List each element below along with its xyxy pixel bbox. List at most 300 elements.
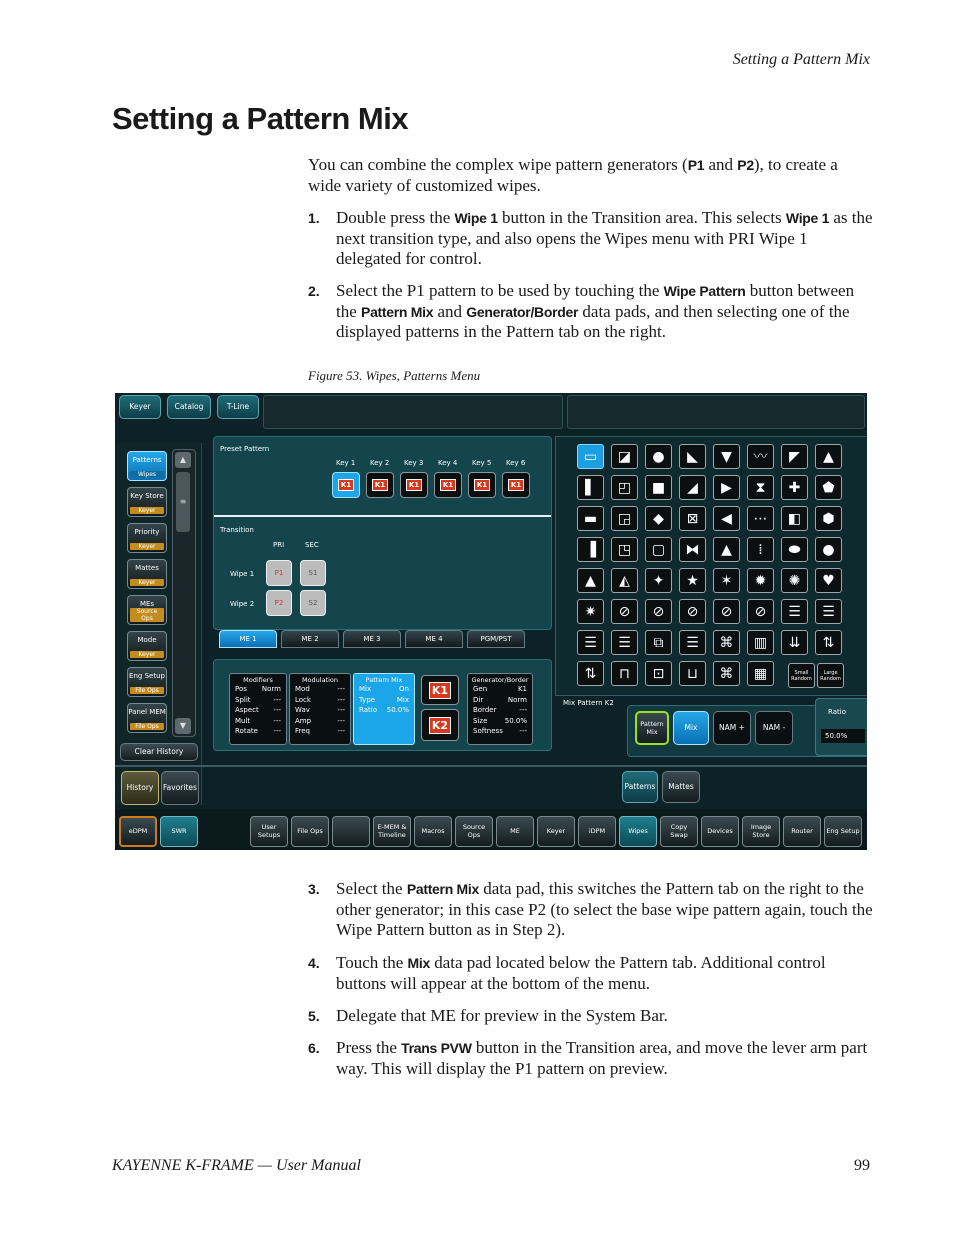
pattern-tile[interactable]	[713, 537, 740, 562]
wipe-pattern-icon: ⊡	[652, 665, 665, 682]
wipe-pattern-icon: ▌	[585, 479, 596, 496]
transition-label: Transition	[220, 526, 254, 534]
pattern-tile[interactable]	[713, 599, 740, 624]
top-empty-pane	[263, 395, 563, 429]
wipe-pattern-icon: ◢	[687, 479, 698, 496]
pad-key: Wav	[295, 706, 310, 714]
small-random-button[interactable]: Small Random	[788, 663, 815, 688]
pad-key: Aspect	[235, 706, 259, 714]
wipe-pattern-icon: ✷	[584, 603, 597, 620]
sidebar-item-sublabel: File Ops	[130, 687, 164, 694]
wipe-pattern-k2-button[interactable]	[421, 709, 459, 741]
key-badge: K1	[508, 479, 524, 491]
tab-mattes[interactable]: Mattes	[662, 771, 700, 803]
pattern-tile[interactable]	[747, 661, 774, 686]
wipe-pattern-icon: ◤	[789, 448, 800, 465]
wipe-pattern-icon: ⊘	[618, 603, 631, 620]
wipe-pattern-icon: ◭	[619, 572, 630, 589]
step-number: 1.	[308, 210, 320, 226]
swr-button[interactable]: SWR	[160, 816, 198, 847]
wipe-pattern-icon: ⊓	[619, 665, 630, 682]
sidebar-item-eng-setup[interactable]	[127, 667, 167, 697]
wipe-pattern-icon: ⊘	[720, 603, 733, 620]
wipe-pattern-icon: 〰	[753, 448, 768, 465]
top-tab-catalog[interactable]: Catalog	[167, 395, 211, 419]
wipe-pattern-icon: ☰	[584, 634, 597, 651]
sidebar-item-priority[interactable]	[127, 523, 167, 553]
pattern-tile[interactable]	[645, 506, 672, 531]
tab-me3[interactable]: ME 3	[343, 630, 401, 648]
intro-text: ), to create a wide variety of customized wipes.	[308, 155, 838, 195]
preset-key-3-button[interactable]	[400, 472, 428, 498]
mix-button[interactable]: Mix	[673, 711, 709, 745]
history-button[interactable]: History	[121, 771, 159, 805]
tab-me2[interactable]: ME 2	[281, 630, 339, 648]
sidebar-item-label: Patterns	[132, 456, 162, 464]
pad-title: Generator/Border	[471, 676, 529, 684]
tab-me1[interactable]: ME 1	[219, 630, 277, 648]
edpm-button[interactable]: eDPM	[119, 816, 157, 847]
pad-value: On	[399, 685, 409, 693]
bottom-menu-button[interactable]: Macros	[414, 816, 452, 847]
wipe-pattern-icon: ☰	[686, 634, 699, 651]
sidebar-item-sublabel: Source Ops	[130, 608, 164, 622]
bottom-menu-button[interactable]: Eng Setup	[824, 816, 862, 847]
step-5	[308, 1006, 873, 1027]
step-bold: Mix	[407, 955, 430, 971]
wipe-pattern-icon: ✚	[788, 479, 801, 496]
step-bold: Wipe 1	[454, 210, 498, 226]
wipe-pattern-icon: ◪	[617, 448, 632, 465]
intro-paragraph	[308, 155, 873, 196]
key-badge: K1	[474, 479, 490, 491]
step-3	[308, 879, 873, 941]
pad-value: Norm	[261, 685, 281, 693]
pattern-tile[interactable]	[645, 599, 672, 624]
bottom-menu-button[interactable]: Image Store	[742, 816, 780, 847]
wipe-pattern-icon: ◧	[787, 510, 802, 527]
pattern-tile[interactable]	[645, 537, 672, 562]
bottom-menu-button[interactable]: Wipes	[619, 816, 657, 847]
pattern-tile[interactable]	[645, 630, 672, 655]
sidebar-item-sublabel: Keyer	[130, 651, 164, 658]
pattern-tile[interactable]	[747, 444, 774, 469]
wipe2-label: Wipe 2	[230, 600, 255, 608]
step-text: button in the Transition area, and move the lever arm part way. This will display the P1 pattern on preview.	[336, 1038, 868, 1078]
pad-key: Split	[235, 695, 251, 704]
wipe-pattern-icon: ▦	[753, 665, 768, 682]
sidebar-item-mode[interactable]	[127, 631, 167, 661]
page-number: 99	[854, 1157, 870, 1174]
pad-title: Modifiers	[243, 676, 273, 684]
pad-key: Mix	[359, 685, 372, 693]
wipe1-pri-button[interactable]: P1	[266, 560, 292, 586]
sidebar-item-label: Mode	[137, 636, 157, 644]
pad-value: ---	[519, 727, 527, 735]
pattern-mix-button[interactable]: Pattern Mix	[635, 711, 669, 745]
step-bold: Generator/Border	[466, 303, 579, 320]
wipe-pattern-icon: ⌘	[719, 665, 734, 682]
pad-key: Border	[473, 706, 497, 714]
pattern-tile[interactable]	[577, 537, 604, 562]
pattern-tile[interactable]	[781, 630, 808, 655]
pad-key: Gen	[473, 685, 488, 693]
pad-title: Pattern Mix	[365, 676, 403, 684]
intro-bold-p2: P2	[737, 157, 754, 173]
preset-key-6-button[interactable]	[502, 472, 530, 498]
step-number: 5.	[308, 1008, 320, 1024]
pattern-tile[interactable]	[713, 630, 740, 655]
pattern-tile[interactable]	[577, 475, 604, 500]
pad-value: ---	[337, 706, 345, 714]
pad-key: Mod	[295, 685, 310, 693]
sidebar-item-sublabel: Keyer	[130, 543, 164, 550]
pad-value: Mix	[396, 695, 409, 704]
pattern-tile[interactable]	[713, 661, 740, 686]
sec-label: SEC	[305, 541, 319, 549]
step-number: 6.	[308, 1040, 320, 1056]
footer-manual-title: KAYENNE K-FRAME — User Manual	[112, 1157, 361, 1174]
key-badge: K1	[440, 479, 456, 491]
pad-value: ---	[337, 716, 345, 725]
step-text: data pads, and then selecting one of the displayed patterns in the Pattern tab on the right.	[336, 301, 850, 341]
step-bold: Pattern Mix	[361, 303, 434, 320]
wipe-pattern-icon: ▢	[651, 541, 666, 558]
pad-value: 50.0%	[386, 706, 409, 714]
bottom-menu-button[interactable]: ME	[496, 816, 534, 847]
step-text: Touch the	[336, 953, 408, 972]
pattern-tile[interactable]	[713, 475, 740, 500]
generator-border-pad[interactable]	[467, 673, 533, 745]
pattern-tile[interactable]	[815, 599, 842, 624]
bottom-menu-button[interactable]: Devices	[701, 816, 739, 847]
pattern-tile[interactable]	[781, 444, 808, 469]
sidebar-item-label: Mattes	[135, 564, 159, 572]
pad-title: Modulation	[301, 676, 339, 684]
step-text: button between the	[336, 281, 855, 321]
step-2	[308, 281, 873, 343]
wipe-pattern-icon: ■	[651, 479, 666, 496]
pattern-mix-pad[interactable]	[353, 673, 415, 745]
sidebar-item-mattes[interactable]	[127, 559, 167, 589]
tab-me4[interactable]: ME 4	[405, 630, 463, 648]
pattern-tile[interactable]	[645, 444, 672, 469]
pattern-tile[interactable]	[781, 537, 808, 562]
ratio-value: 50.0%	[821, 729, 865, 743]
wipe-pattern-icon: ✦	[652, 572, 665, 589]
sidebar-item-label: Panel MEM	[128, 708, 166, 716]
pattern-tile[interactable]	[679, 630, 706, 655]
step-4	[308, 953, 873, 994]
step-number: 3.	[308, 881, 320, 897]
pad-value: ---	[337, 727, 345, 735]
pattern-tile[interactable]	[815, 475, 842, 500]
pattern-tile[interactable]	[815, 630, 842, 655]
sidebar-item-label: Eng Setup	[129, 672, 165, 680]
pattern-tile[interactable]	[577, 630, 604, 655]
wipe-pattern-icon: ◰	[617, 479, 632, 496]
pattern-tile[interactable]	[747, 537, 774, 562]
top-tab-keyer[interactable]: Keyer	[119, 395, 161, 419]
bottom-menu-button[interactable]: Source Ops	[455, 816, 493, 847]
step-bold: Wipe Pattern	[663, 283, 746, 299]
wipe-pattern-icon: ⊔	[687, 665, 698, 682]
pattern-tile[interactable]	[713, 506, 740, 531]
top-tab-tline[interactable]: T-Line	[217, 395, 259, 419]
pattern-tile[interactable]	[611, 599, 638, 624]
pattern-tile[interactable]	[679, 568, 706, 593]
pattern-tile[interactable]	[645, 568, 672, 593]
pattern-tile[interactable]	[781, 506, 808, 531]
bottom-menu-button[interactable]: Copy Swap	[660, 816, 698, 847]
pattern-tile[interactable]	[679, 661, 706, 686]
pad-value: K1	[517, 685, 527, 693]
sidebar-item-panel-mem[interactable]	[127, 703, 167, 733]
pattern-tile[interactable]	[577, 599, 604, 624]
pad-key: Mult	[235, 716, 251, 725]
key-badge: K1	[338, 479, 354, 491]
wipe-pattern-icon: ☰	[788, 603, 801, 620]
wipe-pattern-icon: ▬	[583, 510, 598, 527]
pri-label: PRI	[273, 541, 285, 549]
wipe-pattern-icon: ▲	[823, 448, 834, 465]
key-badge: K1	[372, 479, 388, 491]
pattern-tile[interactable]	[611, 568, 638, 593]
bottom-menu-button[interactable]: File Ops	[291, 816, 329, 847]
nam-minus-button[interactable]: NAM -	[755, 711, 793, 745]
pad-key: Ratio	[359, 706, 377, 714]
step-text: data pad, this switches the Pattern tab on the right to the other generator; in this case P2 (to select the base wipe pattern again, touch the Wipe Pattern button as in Step 2).	[336, 879, 873, 939]
key-label: Key 3	[404, 459, 424, 467]
wipe-pattern-icon: ▥	[753, 634, 768, 651]
step-text: Delegate that ME for preview in the System Bar.	[336, 1006, 668, 1025]
wipe-pattern-icon: ▐	[585, 541, 596, 558]
wipe-pattern-icon: ⧓	[685, 541, 700, 558]
bottom-menu-button[interactable]	[332, 816, 370, 847]
pad-value: ---	[273, 706, 281, 714]
pattern-tile[interactable]	[747, 475, 774, 500]
preset-key-1-button[interactable]	[332, 472, 360, 498]
wipe-pattern-icon: ⊘	[686, 603, 699, 620]
step-bold: Pattern Mix	[406, 881, 479, 897]
intro-text: You can combine the complex wipe pattern generators (	[308, 155, 688, 174]
wipe-pattern-icon: ▲	[721, 541, 732, 558]
pattern-tile[interactable]	[611, 506, 638, 531]
step-bold: Wipe 1	[785, 210, 830, 226]
pattern-tile[interactable]	[611, 630, 638, 655]
pattern-tile[interactable]	[577, 506, 604, 531]
large-random-button[interactable]: Large Random	[817, 663, 844, 688]
scroll-up-icon[interactable]: ▲	[175, 452, 191, 468]
sidebar-item-label: MEs	[139, 600, 155, 608]
sidebar-item-label: Priority	[134, 528, 160, 536]
favorites-button[interactable]: Favorites	[161, 771, 199, 805]
pad-key: Rotate	[235, 727, 258, 735]
wipe1-label: Wipe 1	[230, 570, 255, 578]
wipes-patterns-menu-screenshot	[115, 393, 867, 850]
wipe1-sec-button[interactable]: S1	[300, 560, 326, 586]
top-empty-pane-2	[567, 395, 865, 429]
wipe-pattern-icon: ◣	[687, 448, 698, 465]
pad-key: Dir	[473, 695, 484, 704]
wipe-pattern-icon: ✹	[754, 572, 767, 589]
pattern-tile[interactable]	[645, 475, 672, 500]
sidebar-item-sublabel: Keyer	[130, 579, 164, 586]
tab-pgm-pst[interactable]: PGM/PST	[467, 630, 525, 648]
pad-key: Lock	[295, 695, 311, 704]
key-label: Key 6	[506, 459, 526, 467]
ratio-label: Ratio	[828, 708, 846, 716]
pattern-tile[interactable]	[747, 568, 774, 593]
key-label: Key 1	[336, 459, 356, 467]
step-1	[308, 208, 873, 270]
bottom-menu-button[interactable]: iDPM	[578, 816, 616, 847]
pattern-tile[interactable]	[713, 444, 740, 469]
tab-patterns[interactable]: Patterns	[622, 771, 658, 803]
pattern-tile[interactable]	[577, 444, 604, 469]
pattern-tile[interactable]	[577, 661, 604, 686]
wipe-pattern-icon: ⧉	[653, 634, 664, 651]
wipe-pattern-icon: ◆	[653, 510, 664, 527]
clear-history-button[interactable]: Clear History	[120, 743, 198, 761]
wipe-pattern-icon: ▭	[583, 448, 598, 465]
wipe-pattern-icon: ⬢	[822, 510, 835, 527]
pattern-tile[interactable]	[577, 568, 604, 593]
step-number: 4.	[308, 955, 320, 971]
pattern-tile[interactable]	[747, 630, 774, 655]
wipe-pattern-icon: ◳	[617, 541, 632, 558]
step-text: button in the Transition area. This selects	[497, 208, 786, 227]
pad-value: ---	[337, 695, 345, 704]
sidebar-item-mes[interactable]	[127, 595, 167, 625]
pattern-tile[interactable]	[713, 568, 740, 593]
step-text: and	[433, 301, 467, 321]
page-title: Setting a Pattern Mix	[112, 101, 409, 136]
bottom-menu-button[interactable]: Keyer	[537, 816, 575, 847]
wipe-pattern-icon: ⇅	[584, 665, 597, 682]
step-text: data pad located below the Pattern tab. Additional control buttons will appear at the bottom of the menu.	[336, 953, 826, 993]
pad-value: ---	[519, 706, 527, 714]
bottom-menu-button[interactable]: E-MEM & Timeline	[373, 816, 411, 847]
step-text: Press the	[336, 1038, 402, 1057]
wipe-pattern-icon: ⌘	[719, 634, 734, 651]
wipe2-pri-button[interactable]: P2	[266, 590, 292, 616]
wipe-pattern-icon: ⧗	[755, 479, 766, 496]
pattern-tile[interactable]	[679, 537, 706, 562]
pattern-tile[interactable]	[815, 537, 842, 562]
key-label: Key 5	[472, 459, 492, 467]
modifiers-pad[interactable]	[229, 673, 287, 745]
key-label: Key 2	[370, 459, 390, 467]
pad-key: Freq	[295, 727, 310, 735]
pattern-tile[interactable]	[815, 506, 842, 531]
wipe-pattern-icon: ◀	[721, 510, 732, 527]
pattern-tile[interactable]	[611, 537, 638, 562]
pattern-tile[interactable]	[679, 475, 706, 500]
pattern-tile[interactable]	[781, 599, 808, 624]
wipe-pattern-icon: ⬟	[822, 479, 835, 496]
pattern-tile[interactable]	[611, 661, 638, 686]
wipe-pattern-icon: ●	[822, 541, 835, 558]
pattern-tile[interactable]	[747, 506, 774, 531]
bottom-menu-button[interactable]: Router	[783, 816, 821, 847]
wipe-pattern-icon: ★	[686, 572, 699, 589]
ratio-pad[interactable]	[815, 698, 867, 756]
pattern-tile[interactable]	[815, 568, 842, 593]
wipe-pattern-k1-button[interactable]	[421, 675, 459, 705]
nam-plus-button[interactable]: NAM +	[713, 711, 751, 745]
wipe-pattern-icon: ▼	[721, 448, 732, 465]
wipe-pattern-icon: ☰	[618, 634, 631, 651]
pattern-tile[interactable]	[611, 475, 638, 500]
step-text: as the next transition type, and also opens the Wipes menu with PRI Wipe 1 delegated for control.	[336, 208, 873, 268]
scroll-down-icon[interactable]: ▼	[175, 718, 191, 734]
step-6	[308, 1038, 873, 1079]
preset-transition-panel	[213, 436, 552, 630]
wipe-pattern-icon: ⁞	[758, 541, 763, 558]
wipe-pattern-icon: ▶	[721, 479, 732, 496]
sidebar-item-sublabel: Wipes	[130, 471, 164, 478]
divider	[115, 765, 867, 767]
wipe-pattern-icon: ☰	[822, 603, 835, 620]
sidebar-item-label: Key Store	[130, 492, 164, 500]
divider	[214, 515, 551, 517]
preset-key-4-button[interactable]	[434, 472, 462, 498]
wipe-pattern-icon: ◲	[617, 510, 632, 527]
wipe2-sec-button[interactable]: S2	[300, 590, 326, 616]
modulation-pad[interactable]	[289, 673, 351, 745]
sidebar-item-patterns[interactable]	[127, 451, 167, 481]
wipe-pattern-icon: ⇊	[788, 634, 801, 651]
pattern-tile[interactable]	[781, 568, 808, 593]
step-text: Double press the	[336, 208, 455, 227]
pad-value: ---	[273, 727, 281, 735]
wipe-pattern-icon: ♥	[822, 572, 835, 589]
pattern-tile[interactable]	[781, 475, 808, 500]
preset-key-2-button[interactable]	[366, 472, 394, 498]
pattern-tile[interactable]	[679, 444, 706, 469]
scroll-thumb[interactable]: ≡	[176, 472, 190, 532]
sidebar-item-key-store[interactable]	[127, 487, 167, 517]
step-text: Select the	[336, 879, 407, 898]
pad-key: Type	[359, 695, 376, 704]
pattern-tile[interactable]	[747, 599, 774, 624]
pattern-tile[interactable]	[815, 444, 842, 469]
wipe-pattern-icon: ⊘	[652, 603, 665, 620]
pad-key: Pos	[235, 685, 247, 693]
pattern-tile[interactable]	[679, 599, 706, 624]
pattern-tile[interactable]	[611, 444, 638, 469]
step-number: 2.	[308, 283, 320, 299]
intro-bold-p1: P1	[687, 157, 705, 173]
running-header: Setting a Pattern Mix	[732, 51, 870, 68]
sidebar-scrollbar[interactable]	[172, 449, 196, 737]
pad-value: Norm	[507, 695, 527, 704]
key-badge: K1	[406, 479, 422, 491]
wipe-pattern-icon: ⬬	[788, 541, 801, 558]
figure-caption: Figure 53. Wipes, Patterns Menu	[308, 368, 481, 383]
preset-key-5-button[interactable]	[468, 472, 496, 498]
pad-key: Size	[473, 716, 488, 725]
pattern-tile[interactable]	[679, 506, 706, 531]
wipe-pattern-icon: ▲	[585, 572, 596, 589]
bottom-menu-button[interactable]: User Setups	[250, 816, 288, 847]
sidebar-item-sublabel: File Ops	[130, 723, 164, 730]
key-badge: K2	[429, 717, 451, 734]
pattern-tile[interactable]	[645, 661, 672, 686]
pad-value: 50.0%	[504, 716, 527, 725]
wipe-pattern-icon: ⇅	[822, 634, 835, 651]
